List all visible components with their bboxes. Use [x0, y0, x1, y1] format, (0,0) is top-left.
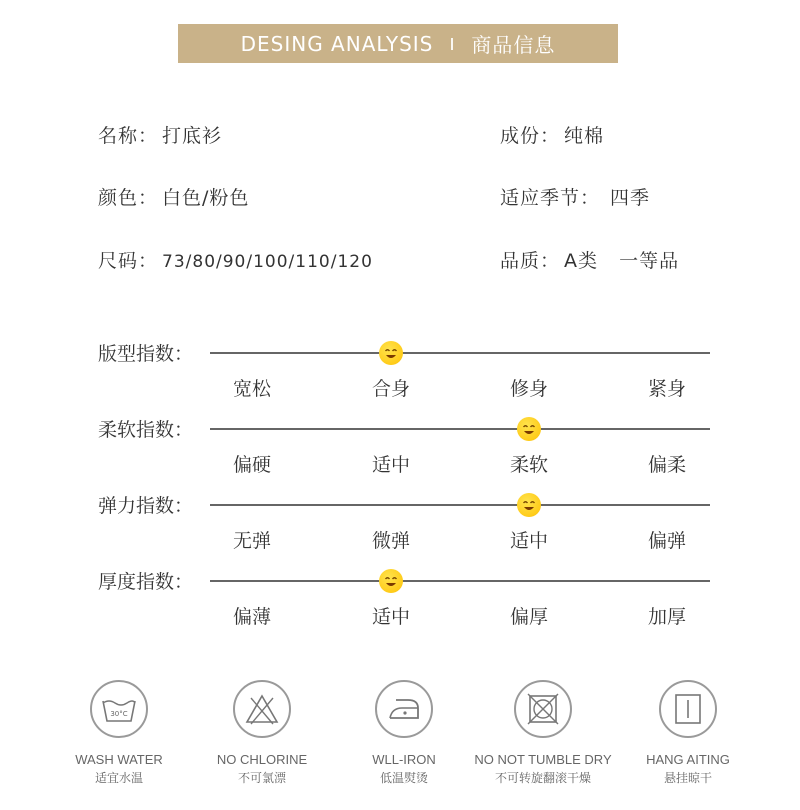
index-label: 厚度指数： — [98, 571, 194, 593]
index-option: 柔软 — [509, 454, 548, 476]
index-scale-line — [210, 428, 710, 430]
care-no-bleach — [182, 680, 342, 786]
index-option: 适中 — [371, 606, 410, 628]
care-no-bleach-en: NO CHLORINE — [216, 752, 308, 767]
banner-title-zh: 商品信息 — [471, 33, 556, 57]
index-option: 偏硬 — [232, 454, 271, 476]
info-composition-key: 成份： — [500, 125, 561, 147]
smiley-marker-icon — [379, 569, 403, 593]
index-scale-line — [210, 580, 710, 582]
section-banner — [178, 24, 618, 63]
info-name — [98, 121, 222, 148]
info-season-key: 适应季节： — [500, 187, 601, 209]
banner-divider — [451, 38, 453, 50]
index-label: 柔软指数： — [98, 419, 194, 441]
info-season — [500, 183, 650, 210]
info-size — [98, 246, 373, 273]
index-option: 无弹 — [232, 530, 271, 552]
index-option: 适中 — [509, 530, 548, 552]
info-color — [98, 183, 249, 210]
index-label: 版型指数： — [98, 343, 194, 365]
hang-dry-icon — [659, 680, 717, 738]
index-option: 偏弹 — [647, 530, 686, 552]
smiley-marker-icon — [517, 493, 541, 517]
info-composition-value: 纯棉 — [564, 125, 605, 147]
wash-30-icon — [90, 680, 148, 738]
index-option: 宽松 — [232, 378, 271, 400]
index-option: 偏薄 — [232, 606, 271, 628]
index-option: 偏厚 — [509, 606, 548, 628]
index-scale-line — [210, 504, 710, 506]
care-no-bleach-zh: 不可氯漂 — [237, 771, 286, 785]
info-name-value: 打底衫 — [162, 125, 223, 147]
care-no-tumble-zh: 不可转旋翻滚干燥 — [494, 771, 591, 785]
care-no-tumble — [463, 680, 623, 786]
smiley-marker-icon — [379, 341, 403, 365]
index-label: 弹力指数： — [98, 495, 194, 517]
index-option: 微弹 — [371, 530, 410, 552]
care-iron-en: WLL-IRON — [372, 752, 436, 767]
care-hang-dry — [608, 680, 768, 786]
index-option: 合身 — [371, 378, 410, 400]
wash-temp: 30°C — [110, 710, 128, 718]
info-composition — [500, 121, 604, 148]
info-quality-value: A类 一等品 — [564, 250, 680, 272]
index-option: 偏柔 — [647, 454, 686, 476]
index-option: 紧身 — [647, 378, 686, 400]
care-wash-en: WASH WATER — [75, 752, 163, 767]
care-wash-zh: 适宜水温 — [94, 771, 143, 785]
info-size-key: 尺码： — [98, 250, 159, 272]
info-quality — [500, 246, 679, 273]
info-color-value: 白色/粉色 — [162, 187, 250, 209]
info-season-value: 四季 — [610, 187, 651, 209]
smiley-marker-icon — [517, 417, 541, 441]
index-option: 适中 — [371, 454, 410, 476]
banner-title-en: DESING ANALYSIS — [240, 31, 434, 56]
info-quality-key: 品质： — [500, 250, 561, 272]
index-option: 加厚 — [647, 606, 686, 628]
care-wash — [39, 680, 199, 786]
care-iron-zh: 低温熨烫 — [379, 771, 428, 785]
info-size-value: 73/80/90/100/110/120 — [162, 252, 373, 272]
no-bleach-icon — [233, 680, 291, 738]
care-no-tumble-en: NO NOT TUMBLE DRY — [474, 752, 612, 767]
care-hang-dry-zh: 悬挂晾干 — [663, 771, 712, 785]
info-color-key: 颜色： — [98, 187, 159, 209]
info-name-key: 名称： — [98, 125, 159, 147]
index-scale-line — [210, 352, 710, 354]
care-iron — [324, 680, 484, 786]
low-iron-icon — [375, 680, 433, 738]
index-option: 修身 — [509, 378, 548, 400]
no-tumble-dry-icon — [514, 680, 572, 738]
care-hang-dry-en: HANG AITING — [646, 752, 730, 767]
